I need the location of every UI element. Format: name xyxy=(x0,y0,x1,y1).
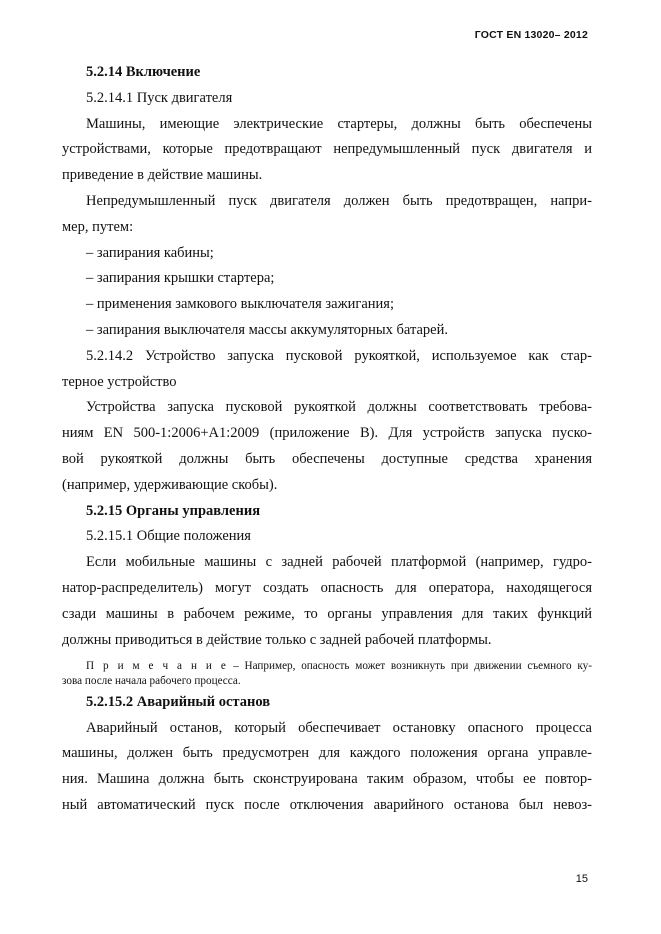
note-line xyxy=(62,659,592,673)
paragraph-line: Устройства запуска пусковой рукояткой должны соответствовать требова- xyxy=(86,399,592,416)
list-item: – запирания кабины; xyxy=(86,244,214,261)
page-header: ГОСТ EN 13020– 2012 xyxy=(474,29,588,41)
paragraph-line: ниям EN 500-1:2006+A1:2009 (приложение В). Для устройств запуска пуско- xyxy=(62,425,592,442)
list-item: – применения замкового выключателя зажигания; xyxy=(86,296,394,313)
list-item: – запирания выключателя массы аккумуляторных батарей. xyxy=(86,321,448,338)
page-number: 15 xyxy=(575,873,588,885)
paragraph-line: (например, удерживающие скобы). xyxy=(62,476,278,493)
section-heading-5-2-15: 5.2.15 Органы управления xyxy=(86,502,261,519)
paragraph-line: Если мобильные машины с задней рабочей платформой (например, гудро- xyxy=(86,554,592,571)
paragraph-line: ния. Машина должна быть сконструирована таким образом, чтобы ее повтор- xyxy=(62,771,592,788)
paragraph-line: вой рукояткой должны быть обеспечены доступные средства хранения xyxy=(62,450,592,467)
paragraph-line: сзади машины в рабочем режиме, то органы управления для таких функций xyxy=(62,605,592,622)
paragraph-line: приведение в действие машины. xyxy=(62,167,263,184)
paragraph-line: ный автоматический пуск после отключения аварийного останова был невоз- xyxy=(62,796,592,813)
subsection-heading-5-2-15-2: 5.2.15.2 Аварийный останов xyxy=(86,693,271,710)
paragraph-line: должны приводиться в действие только с задней рабочей платформы. xyxy=(62,631,492,648)
paragraph-line: устройствами, которые предотвращают непредумышленный пуск двигателя и xyxy=(62,141,592,158)
note-label: П р и м е ч а н и е xyxy=(86,660,228,673)
subsection-heading-5-2-14-2: 5.2.14.2 Устройство запуска пусковой рукояткой, используемое как стар- xyxy=(86,347,592,364)
list-item: – запирания крышки стартера; xyxy=(86,270,275,287)
document-body xyxy=(62,60,592,819)
paragraph-line: натор-распределитель) могут создать опасность для оператора, находящегося xyxy=(62,579,592,596)
paragraph-line: Аварийный останов, который обеспечивает остановку опасного процесса xyxy=(86,719,592,736)
paragraph-line: Непредумышленный пуск двигателя должен быть предотвращен, напри- xyxy=(86,192,592,209)
note-text: – Например, опасность может возникнуть при движении съемного ку- xyxy=(227,660,592,673)
paragraph-line: машины, должен быть предусмотрен для каждого положения органа управле- xyxy=(62,745,592,762)
note-line: зова после начала рабочего процесса. xyxy=(62,674,241,687)
subsection-heading-5-2-15-1: 5.2.15.1 Общие положения xyxy=(86,528,251,545)
paragraph-line: мер, путем: xyxy=(62,218,134,235)
section-heading-5-2-14: 5.2.14 Включение xyxy=(86,64,201,80)
subsection-heading-5-2-14-1: 5.2.14.1 Пуск двигателя xyxy=(86,89,233,106)
paragraph-line: Машины, имеющие электрические стартеры, должны быть обеспечены xyxy=(86,115,592,132)
subsection-heading-5-2-14-2-cont: терное устройство xyxy=(62,373,177,390)
